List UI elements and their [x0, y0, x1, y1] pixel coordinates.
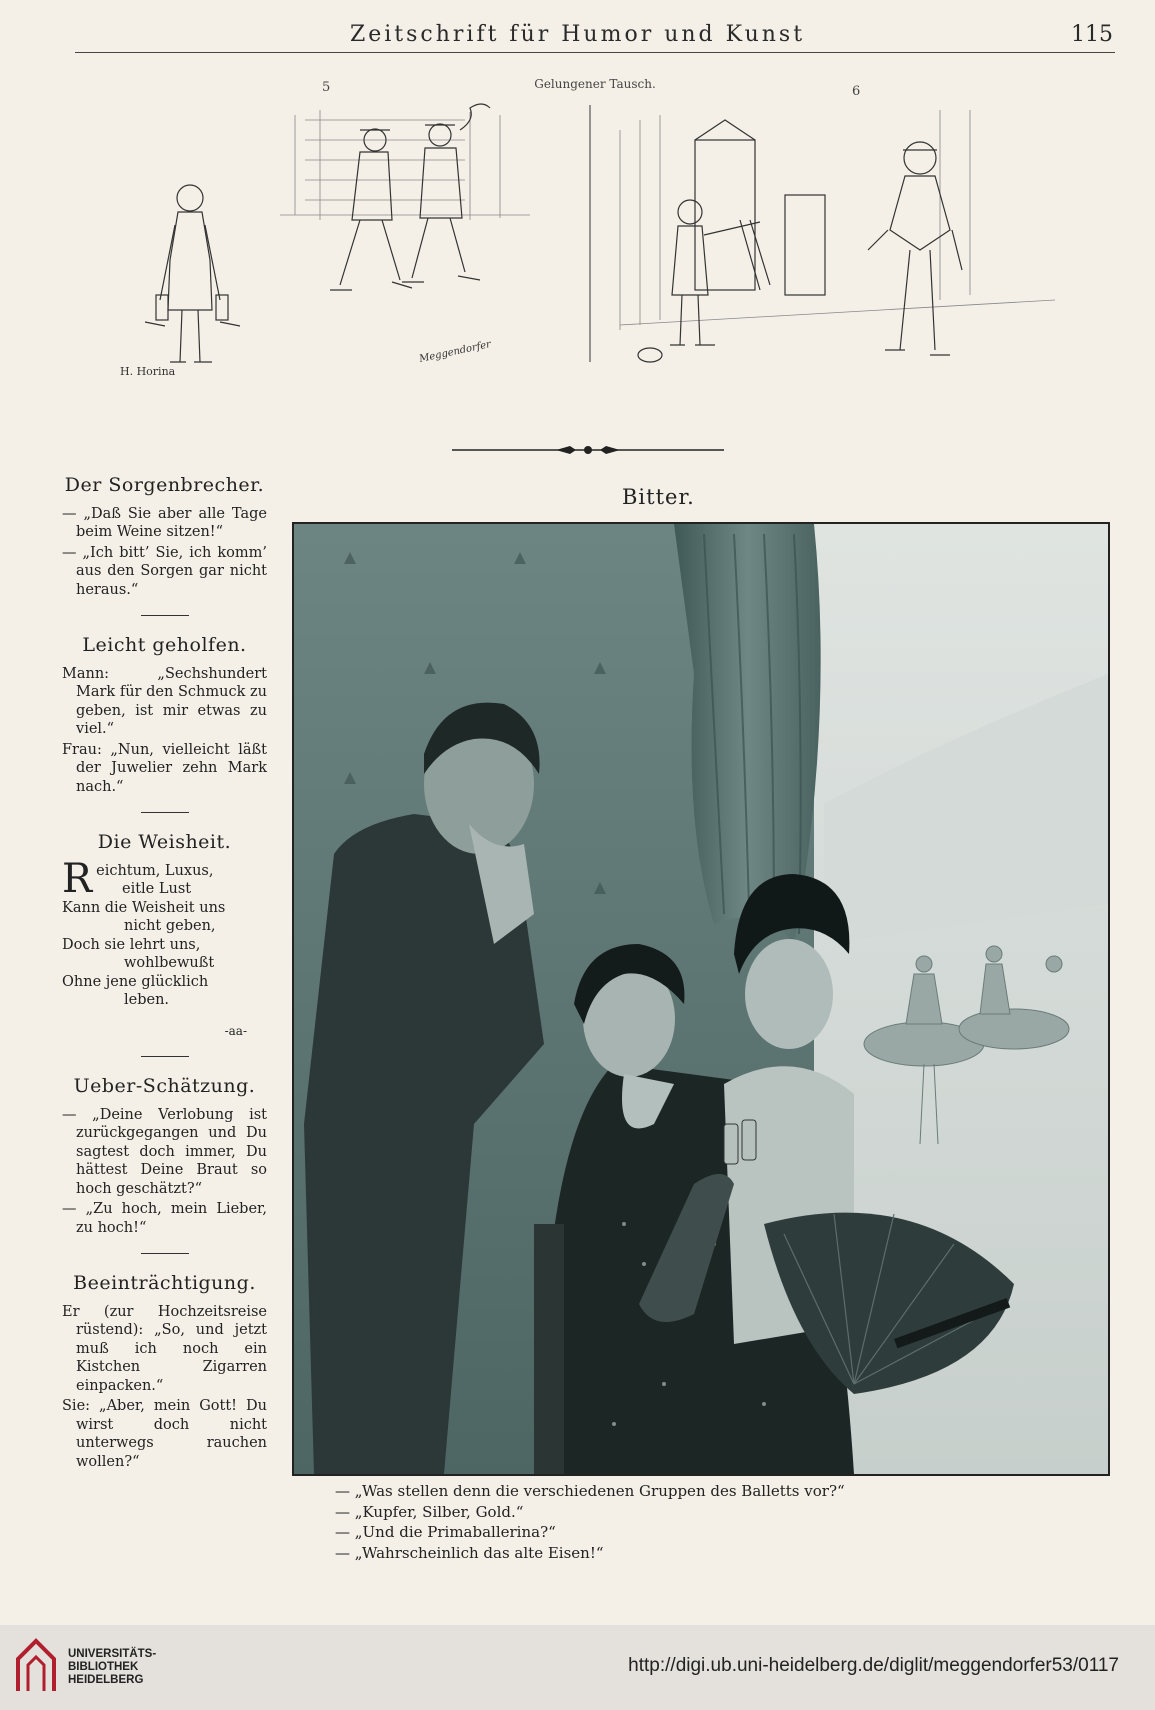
svg-text:H. Horina: H. Horina [120, 365, 176, 378]
caption-line: — „Wahrscheinlich das alte Eisen!“ [335, 1543, 604, 1562]
poem-line: leben. [124, 992, 170, 1008]
caption-line: — „Und die Primaballerina?“ [335, 1523, 556, 1541]
svg-text:Meggendorfer: Meggendorfer [418, 339, 492, 365]
section-separator [141, 812, 189, 813]
poem-line: wohlbewußt [124, 955, 215, 971]
university-logo-icon [14, 1637, 60, 1697]
poem [62, 855, 267, 1041]
header-rule [75, 52, 1115, 53]
joke-line: Er (zur Hochzeitsreise rüstend): „So, und jetzt muß ich noch ein Kistchen Zigarren einpacken.“ [62, 1303, 267, 1394]
section-title-bitter: Bitter. [622, 485, 695, 509]
panel-number-6: 6 [852, 84, 861, 99]
library-name: UNIVERSITÄTS- BIBLIOTHEK HEIDELBERG [68, 1648, 157, 1686]
drop-cap: R [62, 855, 93, 902]
footer-bar [0, 1625, 1155, 1710]
poem-line: nicht geben, [124, 918, 216, 934]
bitter-illustration [292, 522, 1110, 1476]
section-title-beein: Beeinträchtigung. [73, 1272, 256, 1294]
joke-line: — „Zu hoch, mein Lieber, zu hoch!“ [62, 1201, 267, 1236]
joke-line: Sie: „Aber, mein Gott! Du wirst doch nicht unterwegs rauchen wollen?“ [62, 1398, 267, 1470]
section-separator [141, 1253, 189, 1254]
left-column [62, 476, 267, 1473]
poem-line: Ohne jene glücklich [62, 973, 209, 990]
poem-line: Kann die Weisheit uns [62, 899, 226, 916]
joke-line: Frau: „Nun, vielleicht läßt der Juwelier zehn Mark nach.“ [62, 741, 267, 795]
joke-line: — „Ich bitt’ Sie, ich komm’ aus den Sorgen gar nicht heraus.“ [62, 544, 267, 598]
bitter-caption [335, 1481, 1115, 1563]
section-separator [141, 1056, 189, 1057]
page-number: 115 [1071, 22, 1113, 47]
cartoon-title: Gelungener Tausch. [534, 77, 656, 91]
poem-line: eichtum, Luxus, [96, 862, 214, 879]
section-title-sorgenbrecher: Der Sorgenbrecher. [64, 474, 265, 496]
poem-signature: -aa- [224, 1023, 247, 1038]
joke-line: — „Daß Sie aber alle Tage beim Weine sitzen!“ [62, 505, 267, 540]
caption-line: — „Kupfer, Silber, Gold.“ [335, 1502, 524, 1521]
section-separator [141, 615, 189, 616]
cartoon-illustration [120, 100, 1090, 430]
section-title-weisheit: Die Weisheit. [97, 831, 232, 853]
theatre-box-scene [294, 524, 1108, 1474]
section-title-leicht: Leicht geholfen. [82, 634, 247, 656]
caption-line: — „Was stellen denn die verschiedenen Gruppen des Balletts vor?“ [335, 1482, 845, 1500]
ornamental-divider [452, 444, 724, 456]
poem-line: eitle Lust [122, 881, 192, 897]
section-title-ueber: Ueber-Schätzung. [73, 1075, 256, 1097]
joke-line: — „Deine Verlobung ist zurückgegangen und Du sagtest doch immer, Du hättest Deine Braut so hoch geschätzt?“ [62, 1106, 267, 1197]
source-url[interactable]: http://digi.ub.uni-heidelberg.de/diglit/meggendorfer53/0117 [628, 1655, 1119, 1676]
panel-number-5: 5 [322, 80, 331, 95]
joke-line: Mann: „Sechshundert Mark für den Schmuck zu geben, ist mir etwas zu viel.“ [62, 665, 267, 737]
poem-line: Doch sie lehrt uns, [62, 936, 201, 953]
running-header: Zeitschrift für Humor und Kunst [349, 22, 806, 47]
